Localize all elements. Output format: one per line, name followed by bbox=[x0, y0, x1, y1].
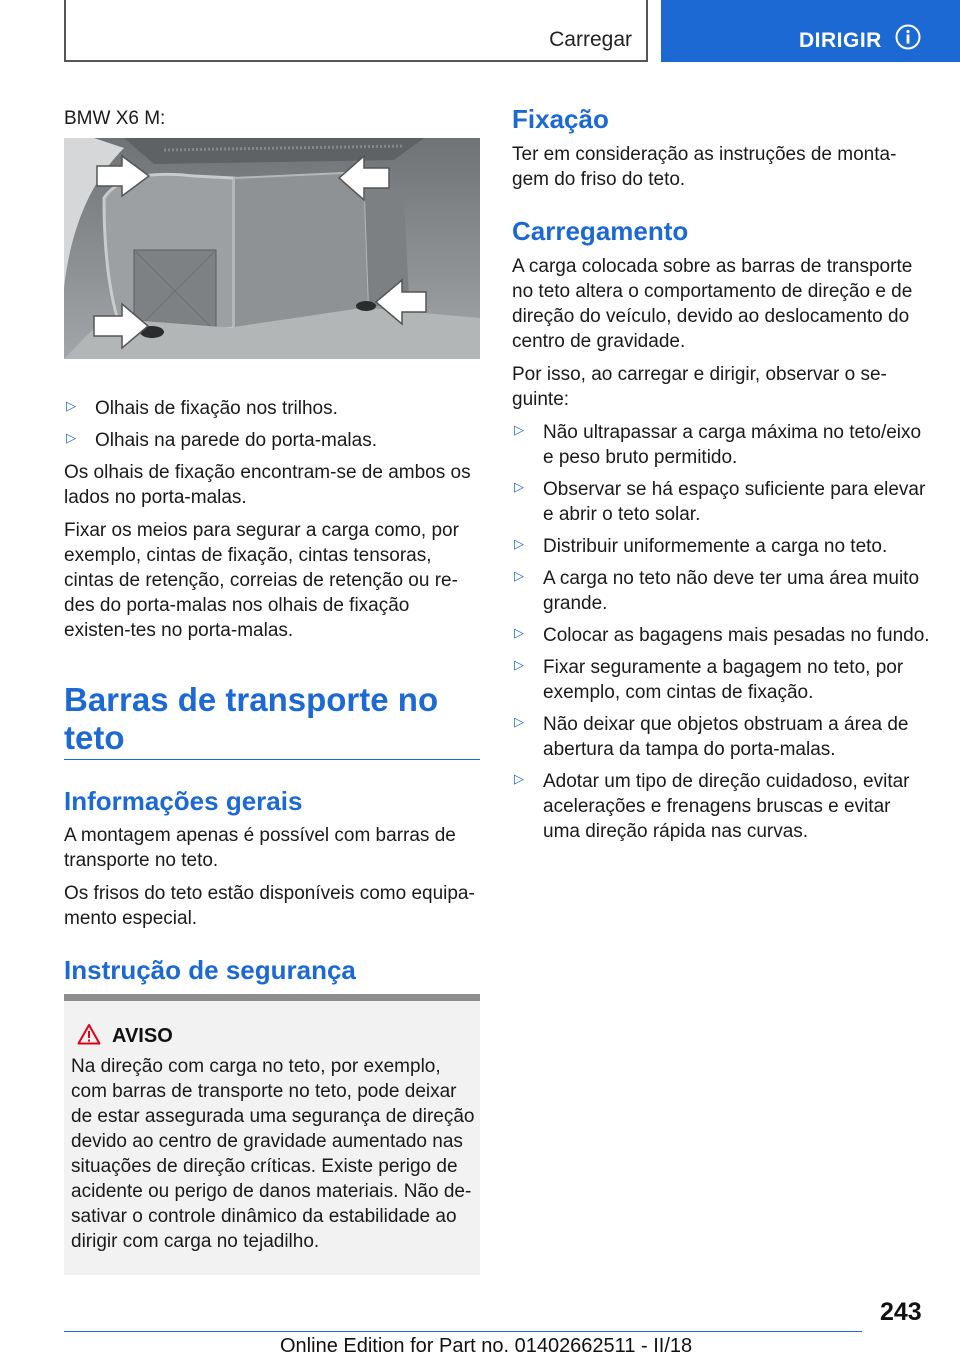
tab-carregar-label: Carregar bbox=[549, 28, 632, 51]
triangle-bullet-icon: ▷ bbox=[66, 430, 76, 445]
paragraph: Por isso, ao carregar e dirigir, observar o se-guinte: bbox=[512, 364, 887, 410]
paragraph: A montagem apenas é possível com barras de transporte no teto. bbox=[64, 825, 456, 871]
heading-divider bbox=[64, 759, 480, 760]
list-item: ▷ Adotar um tipo de direção cuidadoso, evitar acelerações e frenagens bruscas e evitar uma direção rápida nas curvas. bbox=[514, 771, 910, 842]
subsection-heading: Instrução de segurança bbox=[64, 955, 356, 985]
tab-dirigir[interactable] bbox=[661, 0, 960, 62]
footer-divider bbox=[64, 1331, 862, 1332]
list-item: ▷ Olhais na parede do porta-malas. bbox=[66, 430, 377, 451]
paragraph: Ter em consideração as instruções de monta-gem do friso do teto. bbox=[512, 144, 897, 190]
triangle-bullet-icon: ▷ bbox=[514, 657, 524, 672]
triangle-bullet-icon: ▷ bbox=[514, 536, 524, 551]
page-number: 243 bbox=[880, 1298, 922, 1326]
subsection-heading: Carregamento bbox=[512, 216, 689, 246]
list-item: ▷ Observar se há espaço suficiente para elevar e abrir o teto solar. bbox=[514, 479, 926, 525]
luggage-compartment-image bbox=[64, 138, 480, 359]
list-item: ▷ Distribuir uniformemente a carga no teto. bbox=[514, 536, 888, 557]
list-item: ▷ Fixar seguramente a bagagem no teto, por exemplo, com cintas de fixação. bbox=[514, 657, 904, 703]
list-item: ▷ Não ultrapassar a carga máxima no teto/eixo e peso bruto permitido. bbox=[514, 422, 922, 468]
triangle-bullet-icon: ▷ bbox=[66, 398, 76, 413]
warning-box bbox=[64, 994, 480, 1275]
section-heading: Barras de transporte no teto bbox=[64, 681, 439, 756]
triangle-bullet-icon: ▷ bbox=[514, 625, 524, 640]
paragraph: Os frisos do teto estão disponíveis como equipa-mento especial. bbox=[64, 883, 475, 929]
list-item: ▷ Colocar as bagagens mais pesadas no fundo. bbox=[514, 625, 930, 646]
list-item: ▷ Não deixar que objetos obstruam a área de abertura da tampa do porta-malas. bbox=[514, 714, 909, 760]
warning-text: Na direção com carga no teto, por exemplo, com barras de transporte no teto, pode deixar de estar assegurada uma segurança de direção devido ao centro de gravidade aumentado nas situações de direção críticas. Existe perigo de acidente ou perigo de danos materiais. Não de-sativar o controle dinâmico da estabilidade ao dirigir com carga no tejadilho. bbox=[71, 1056, 475, 1252]
list-item: ▷ Olhais de fixação nos trilhos. bbox=[66, 398, 338, 419]
model-label: BMW X6 M: bbox=[64, 108, 166, 129]
edition-footer: Online Edition for Part no. 01402662511 - II/18 bbox=[280, 1335, 693, 1357]
subsection-heading: Informações gerais bbox=[64, 786, 303, 816]
triangle-bullet-icon: ▷ bbox=[514, 479, 524, 494]
paragraph: Os olhais de fixação encontram-se de ambos os lados no porta-malas. bbox=[64, 462, 471, 508]
triangle-bullet-icon: ▷ bbox=[514, 568, 524, 583]
info-icon[interactable] bbox=[895, 24, 921, 50]
subsection-heading: Fixação bbox=[512, 104, 609, 134]
triangle-bullet-icon: ▷ bbox=[514, 771, 524, 786]
warning-triangle-icon bbox=[77, 1023, 101, 1045]
paragraph: A carga colocada sobre as barras de transporte no teto altera o comportamento de direção e de direção do veículo, devido ao deslocamento do centro de gravidade. bbox=[512, 256, 913, 352]
triangle-bullet-icon: ▷ bbox=[514, 714, 524, 729]
tab-carregar[interactable] bbox=[64, 0, 648, 62]
triangle-bullet-icon: ▷ bbox=[514, 422, 524, 437]
tab-dirigir-label: DIRIGIR bbox=[799, 29, 882, 52]
paragraph: Fixar os meios para segurar a carga como, por exemplo, cintas de fixação, cintas tensoras, cintas de retenção, correias de retenção ou re-des do porta-malas nos olhais de fixação existen-tes no porta-malas. bbox=[64, 520, 459, 641]
warning-title: AVISO bbox=[112, 1025, 173, 1047]
list-item: ▷ A carga no teto não deve ter uma área muito grande. bbox=[514, 568, 920, 614]
